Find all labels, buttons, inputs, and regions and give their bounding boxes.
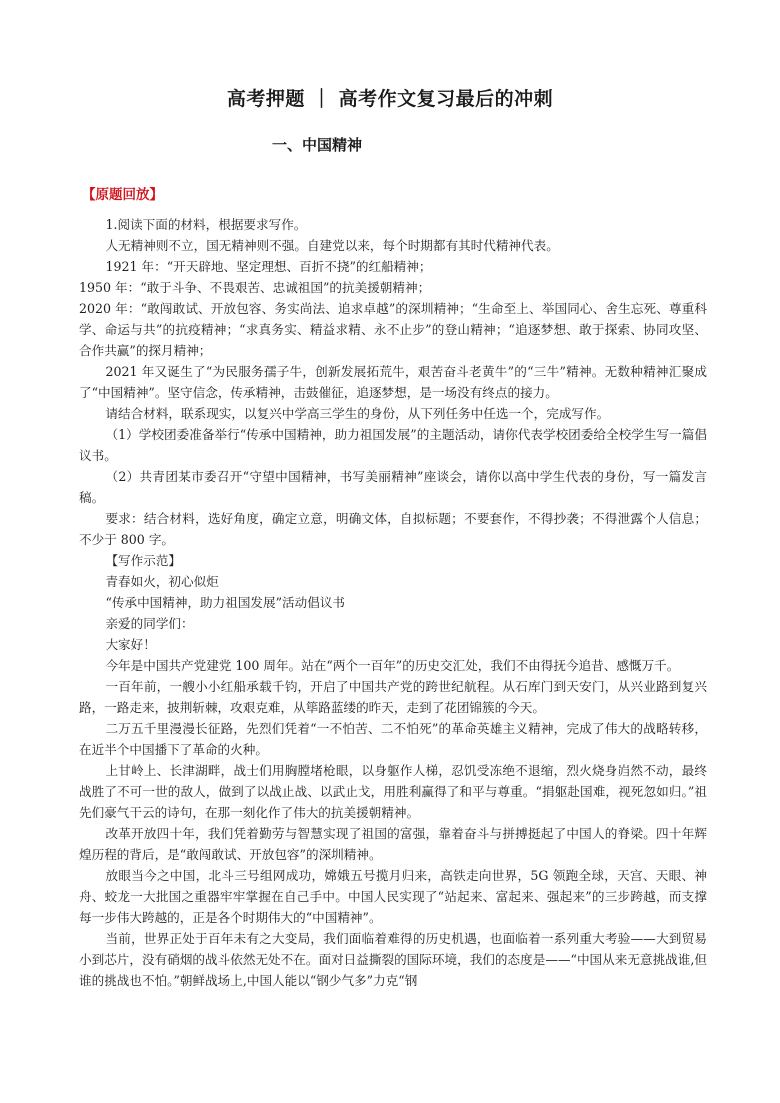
- body-paragraph: （2）共青团某市委召开“守望中国精神，书写美丽精神”座谈会，请你以高中学生代表的身份，写一篇发言稿。: [79, 469, 707, 505]
- body-paragraph: 1921 年：“开天辟地、坚定理想、百折不挠”的红船精神；: [105, 259, 432, 274]
- section-tag: 【原题回放】: [82, 187, 163, 203]
- body-paragraph: 请结合材料，联系现实，以复兴中学高三学生的身份，从下列任务中任选一个，完成写作。: [105, 406, 610, 421]
- body-paragraph: “传承中国精神，助力祖国发展”活动倡议书: [105, 595, 346, 610]
- body-paragraph: 放眼当今之中国，北斗三号组网成功，嫦娥五号揽月归来，高铁走向世界，5G 领跑全球，天宫、天眼、神舟、蛟龙一大批国之重器牢牢掌握在自己手中。中国人民实现了“站起来、富起来、强起来”的三步跨越，而支撑每一步伟大跨越的，正是各个时期伟大的“中国精神”。: [79, 868, 707, 925]
- body-text: [79, 214, 707, 991]
- body-paragraph: 【写作示范】: [105, 553, 182, 568]
- body-paragraph: 二万五千里漫漫长征路，先烈们凭着“一不怕苦、二不怕死”的革命英雄主义精神，完成了伟大的战略转移，在近半个中国播下了革命的火种。: [79, 721, 707, 757]
- body-paragraph: 青春如火，初心似炬: [105, 574, 219, 589]
- body-paragraph: 要求：结合材料，选好角度，确定立意，明确文体，自拟标题；不要套作，不得抄袭；不得泄露个人信息；不少于 800 字。: [79, 511, 707, 547]
- body-paragraph: 上甘岭上、长津湖畔，战士们用胸膛堵枪眼，以身躯作人梯，忍饥受冻绝不退缩，烈火烧身岿然不动，最终战胜了不可一世的敌人，做到了以战止战、以武止戈，用胜利赢得了和平与尊重。“捐躯赴国难，视死忽如归。”祖先们豪气干云的诗句，在那一刻化作了伟大的抗美援朝精神。: [79, 763, 707, 820]
- body-paragraph: 大家好！: [105, 637, 156, 652]
- body-paragraph: 2021 年又诞生了“为民服务孺子牛，创新发展拓荒牛，艰苦奋斗老黄牛”的“三牛”精神。无数种精神汇聚成了“中国精神”。坚守信念，传承精神，击鼓催征，追逐梦想，是一场没有终点的接力。: [79, 364, 707, 400]
- body-paragraph: （1）学校团委准备举行“传承中国精神，助力祖国发展”的主题活动，请你代表学校团委给全校学生写一篇倡议书。: [79, 427, 707, 463]
- body-paragraph: 人无精神则不立，国无精神则不强。自建党以来，每个时期都有其时代精神代表。: [105, 238, 559, 253]
- body-paragraph: 一百年前，一艘小小红船承载千钧，开启了中国共产党的跨世纪航程。从石库门到天安门，从兴业路到复兴路，一路走来，披荆斩棘，攻艰克难，从筚路蓝缕的昨天，走到了花团锦簇的今天。: [79, 679, 707, 715]
- body-paragraph: 当前，世界正处于百年未有之大变局，我们面临着难得的历史机遇，也面临着一系列重大考验——大到贸易小到芯片，没有硝烟的战斗依然无处不在。面对日益撕裂的国际环境，我们的态度是——“中国从来无意挑战谁,但谁的挑战也不怕。”朝鲜战场上,中国人能以“钢少气多”力克“钢: [79, 931, 707, 988]
- body-paragraph: 亲爱的同学们：: [105, 616, 194, 631]
- body-paragraph: 今年是中国共产党建党 100 周年。站在“两个一百年”的历史交汇处，我们不由得抚今追昔、感慨万千。: [105, 658, 680, 673]
- page-title: 高考押题 ｜ 高考作文复习最后的冲刺: [226, 88, 554, 110]
- body-paragraph: 1950 年：“敢于斗争、不畏艰苦、忠诚祖国”的抗美援朝精神；: [79, 280, 431, 295]
- section-heading: 一、中国精神: [272, 136, 363, 154]
- body-paragraph: 改革开放四十年，我们凭着勤劳与智慧实现了祖国的富强，靠着奋斗与拼搏挺起了中国人的脊梁。四十年辉煌历程的背后，是“敢闯敢试、开放包容”的深圳精神。: [79, 826, 707, 862]
- body-paragraph: 1.阅读下面的材料，根据要求写作。: [105, 217, 307, 232]
- body-paragraph: 2020 年：“敢闯敢试、开放包容、务实尚法、追求卓越”的深圳精神；“生命至上、举国同心、舍生忘死、尊重科学、命运与共”的抗疫精神；“求真务实、精益求精、永不止步”的登山精神；“追逐梦想、敢于探索、协同攻坚、合作共赢”的探月精神；: [79, 301, 707, 358]
